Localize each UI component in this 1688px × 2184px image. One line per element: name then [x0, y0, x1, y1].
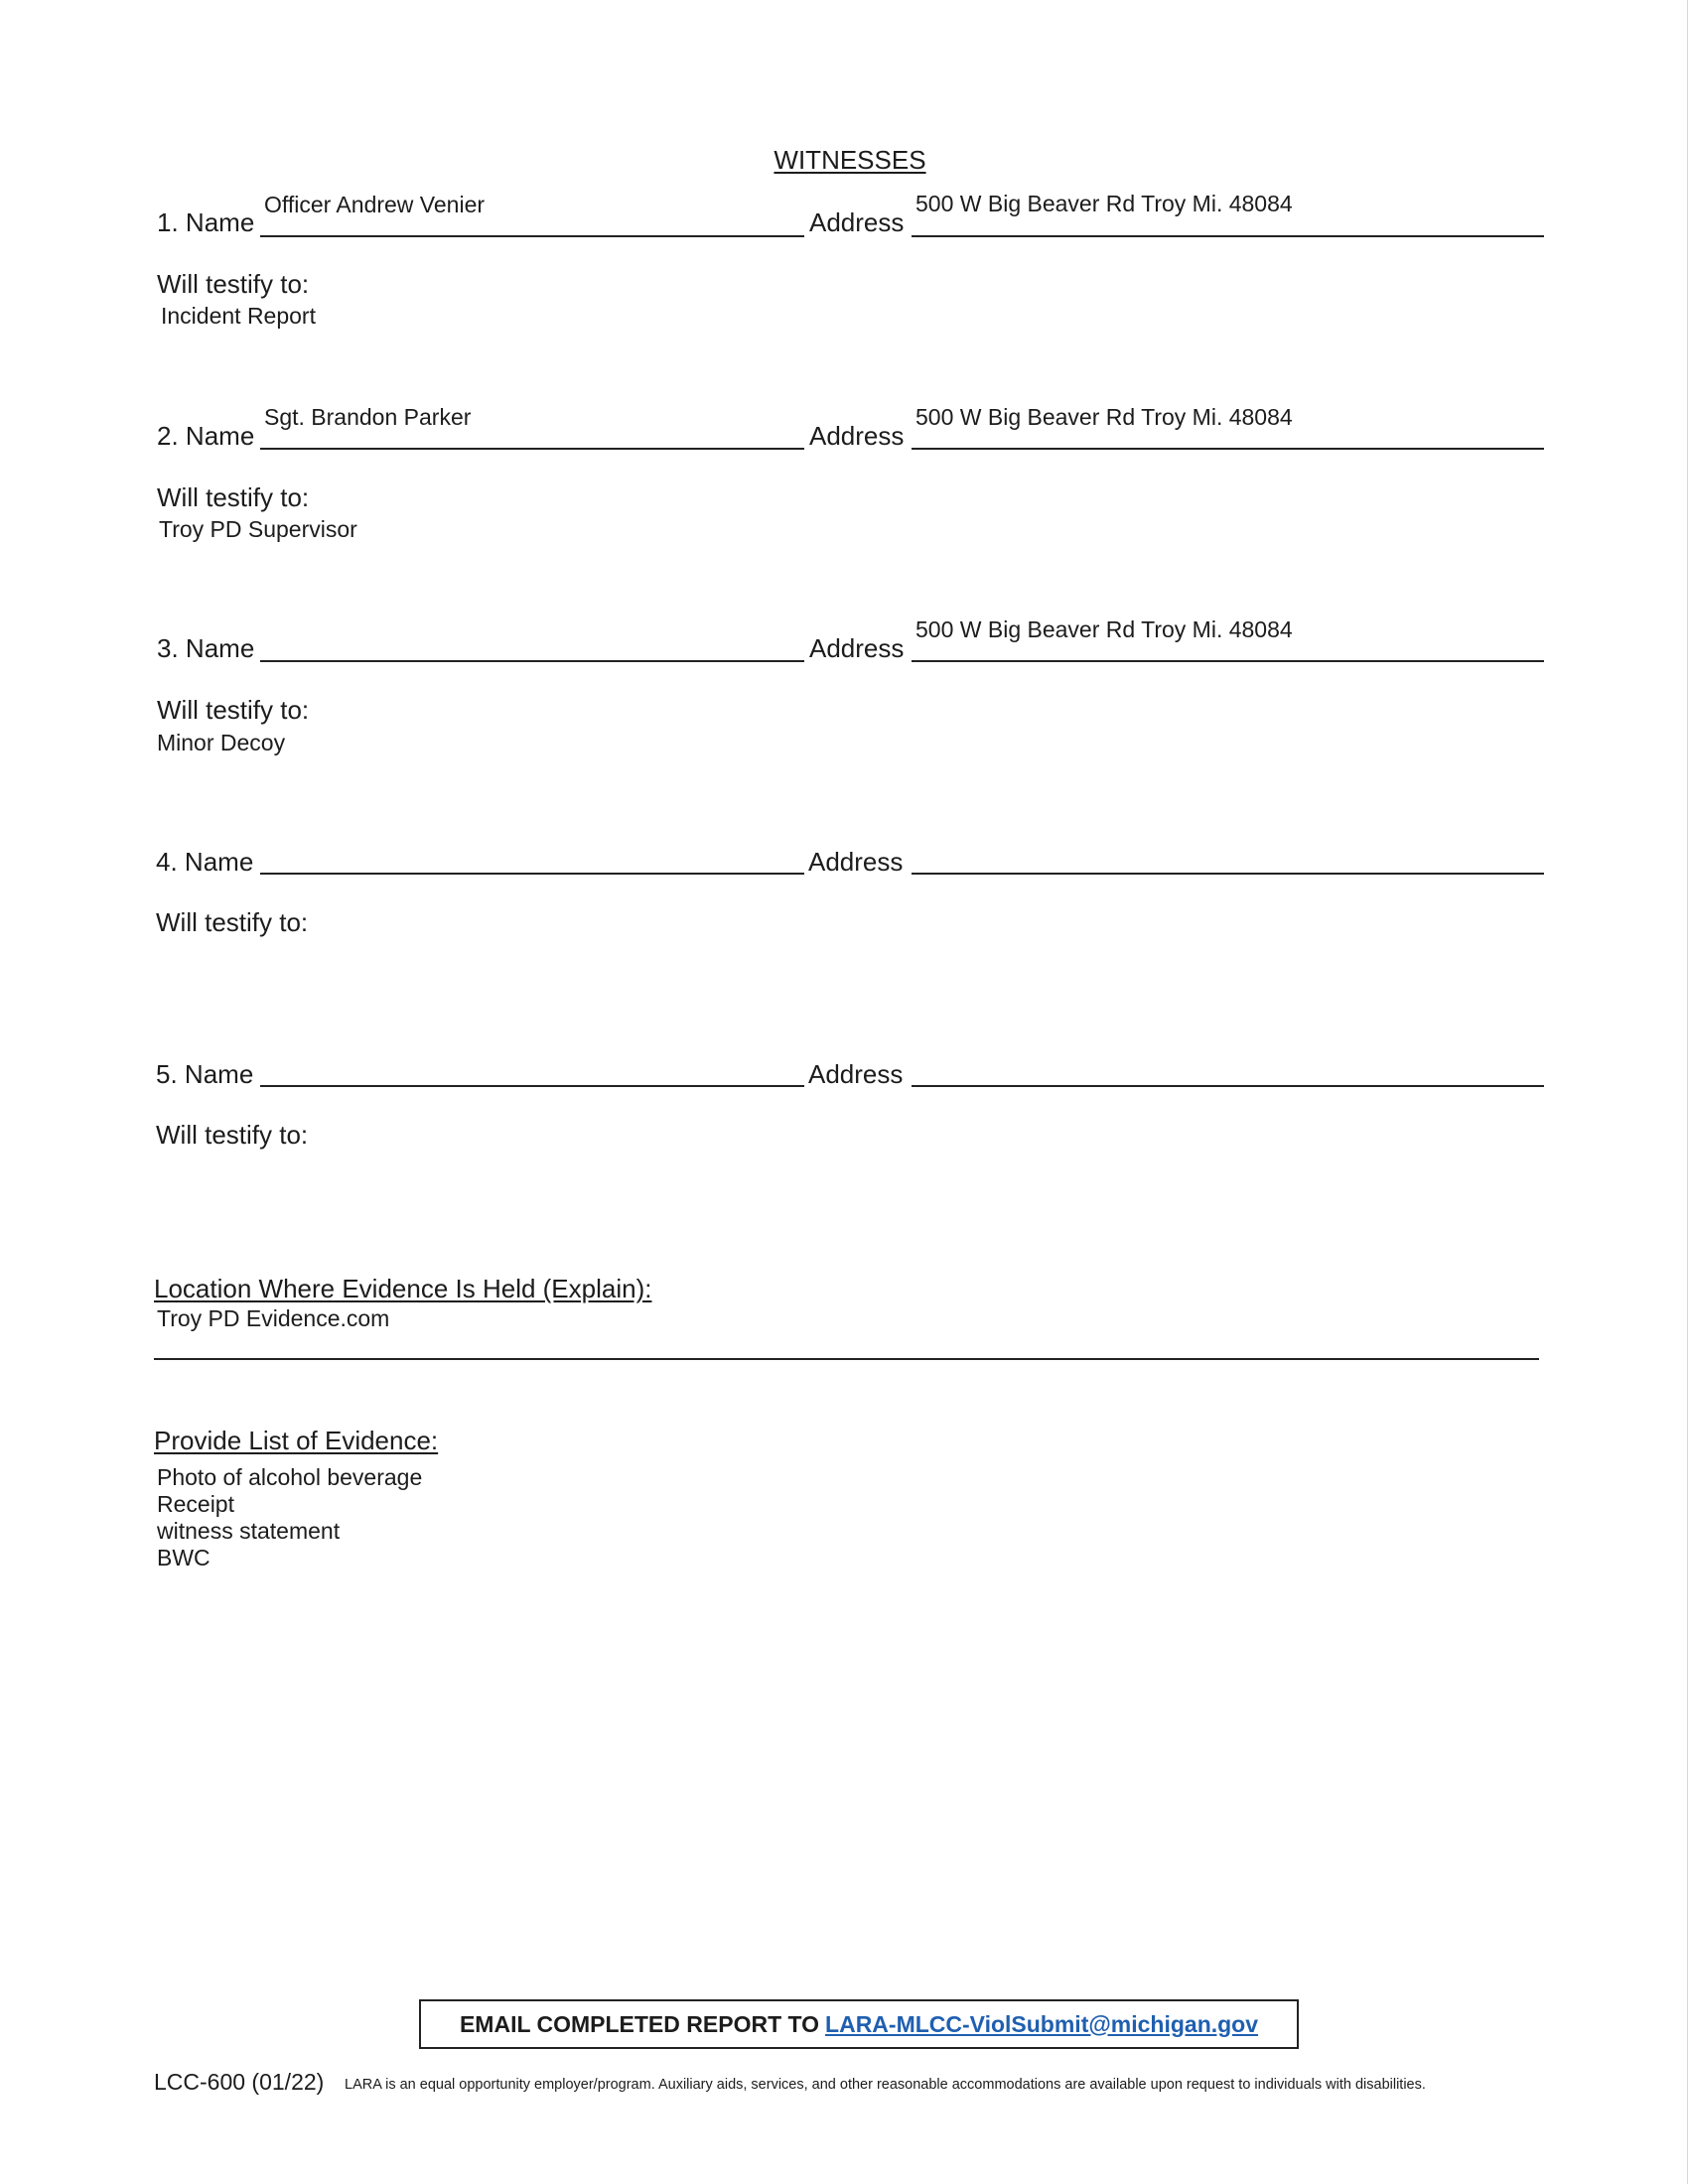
form-code: LCC-600 (01/22) — [154, 2069, 325, 2095]
evidence-list-item: BWC — [157, 1545, 211, 1570]
witness-3-name-line — [260, 660, 804, 662]
email-instruction-box — [419, 1999, 1299, 2049]
disclaimer-text: LARA is an equal opportunity employer/program. Auxiliary aids, services, and other reasonable accommodations are available upon request to individuals with disabilities. — [345, 2077, 1426, 2093]
witness-1-name-label: 1. Name — [157, 207, 255, 237]
witness-2-testimony[interactable]: Troy PD Supervisor — [159, 516, 357, 542]
witness-1-testify-label: Will testify to: — [157, 269, 310, 299]
witness-1-name-line — [260, 235, 804, 237]
witness-5-address-label: Address — [808, 1059, 904, 1089]
witness-3-address-label: Address — [809, 633, 905, 663]
witness-4-name-line — [260, 873, 804, 875]
witness-3-testify-label: Will testify to: — [157, 695, 310, 725]
witness-1-address-label: Address — [809, 207, 905, 237]
witness-1-address-value[interactable]: 500 W Big Beaver Rd Troy Mi. 48084 — [915, 191, 1293, 216]
witness-2-address-value[interactable]: 500 W Big Beaver Rd Troy Mi. 48084 — [915, 404, 1293, 430]
witness-4-address-label: Address — [808, 847, 904, 877]
evidence-location-value[interactable]: Troy PD Evidence.com — [157, 1305, 390, 1331]
witness-5-name-line — [260, 1085, 804, 1087]
witness-3-testimony[interactable]: Minor Decoy — [157, 730, 286, 755]
witness-2-name-label: 2. Name — [157, 421, 255, 451]
evidence-list-heading: Provide List of Evidence: — [154, 1426, 439, 1455]
witness-4-address-line — [912, 873, 1544, 875]
evidence-list-item: Photo of alcohol beverage — [157, 1464, 423, 1490]
witness-2-testify-label: Will testify to: — [157, 482, 310, 512]
email-link[interactable]: LARA-MLCC-ViolSubmit@michigan.gov — [825, 2010, 1259, 2037]
witness-2-address-line — [912, 448, 1544, 450]
witness-2-address-label: Address — [809, 421, 905, 451]
witness-5-name-label: 5. Name — [156, 1059, 254, 1089]
witness-5-testify-label: Will testify to: — [156, 1120, 309, 1150]
evidence-location-line — [154, 1358, 1539, 1360]
witness-3-name-label: 3. Name — [157, 633, 255, 663]
evidence-list-item: Receipt — [157, 1491, 234, 1517]
evidence-list-items[interactable] — [157, 1464, 422, 1571]
witness-1-name-value[interactable]: Officer Andrew Venier — [264, 192, 486, 217]
evidence-list-item: witness statement — [157, 1518, 341, 1544]
witness-4-name-label: 4. Name — [156, 847, 254, 877]
email-instruction-text: EMAIL COMPLETED REPORT TO — [459, 2010, 820, 2037]
witness-1-testimony[interactable]: Incident Report — [161, 303, 316, 329]
witness-2-name-line — [260, 448, 804, 450]
witness-1-address-line — [912, 235, 1544, 237]
page-title: WITNESSES — [774, 145, 926, 175]
witness-3-address-value[interactable]: 500 W Big Beaver Rd Troy Mi. 48084 — [915, 616, 1293, 642]
witness-3-address-line — [912, 660, 1544, 662]
witness-2-name-value[interactable]: Sgt. Brandon Parker — [264, 404, 472, 430]
witness-4-testify-label: Will testify to: — [156, 907, 309, 937]
witness-5-address-line — [912, 1085, 1544, 1087]
evidence-location-heading: Location Where Evidence Is Held (Explain): — [154, 1274, 652, 1303]
